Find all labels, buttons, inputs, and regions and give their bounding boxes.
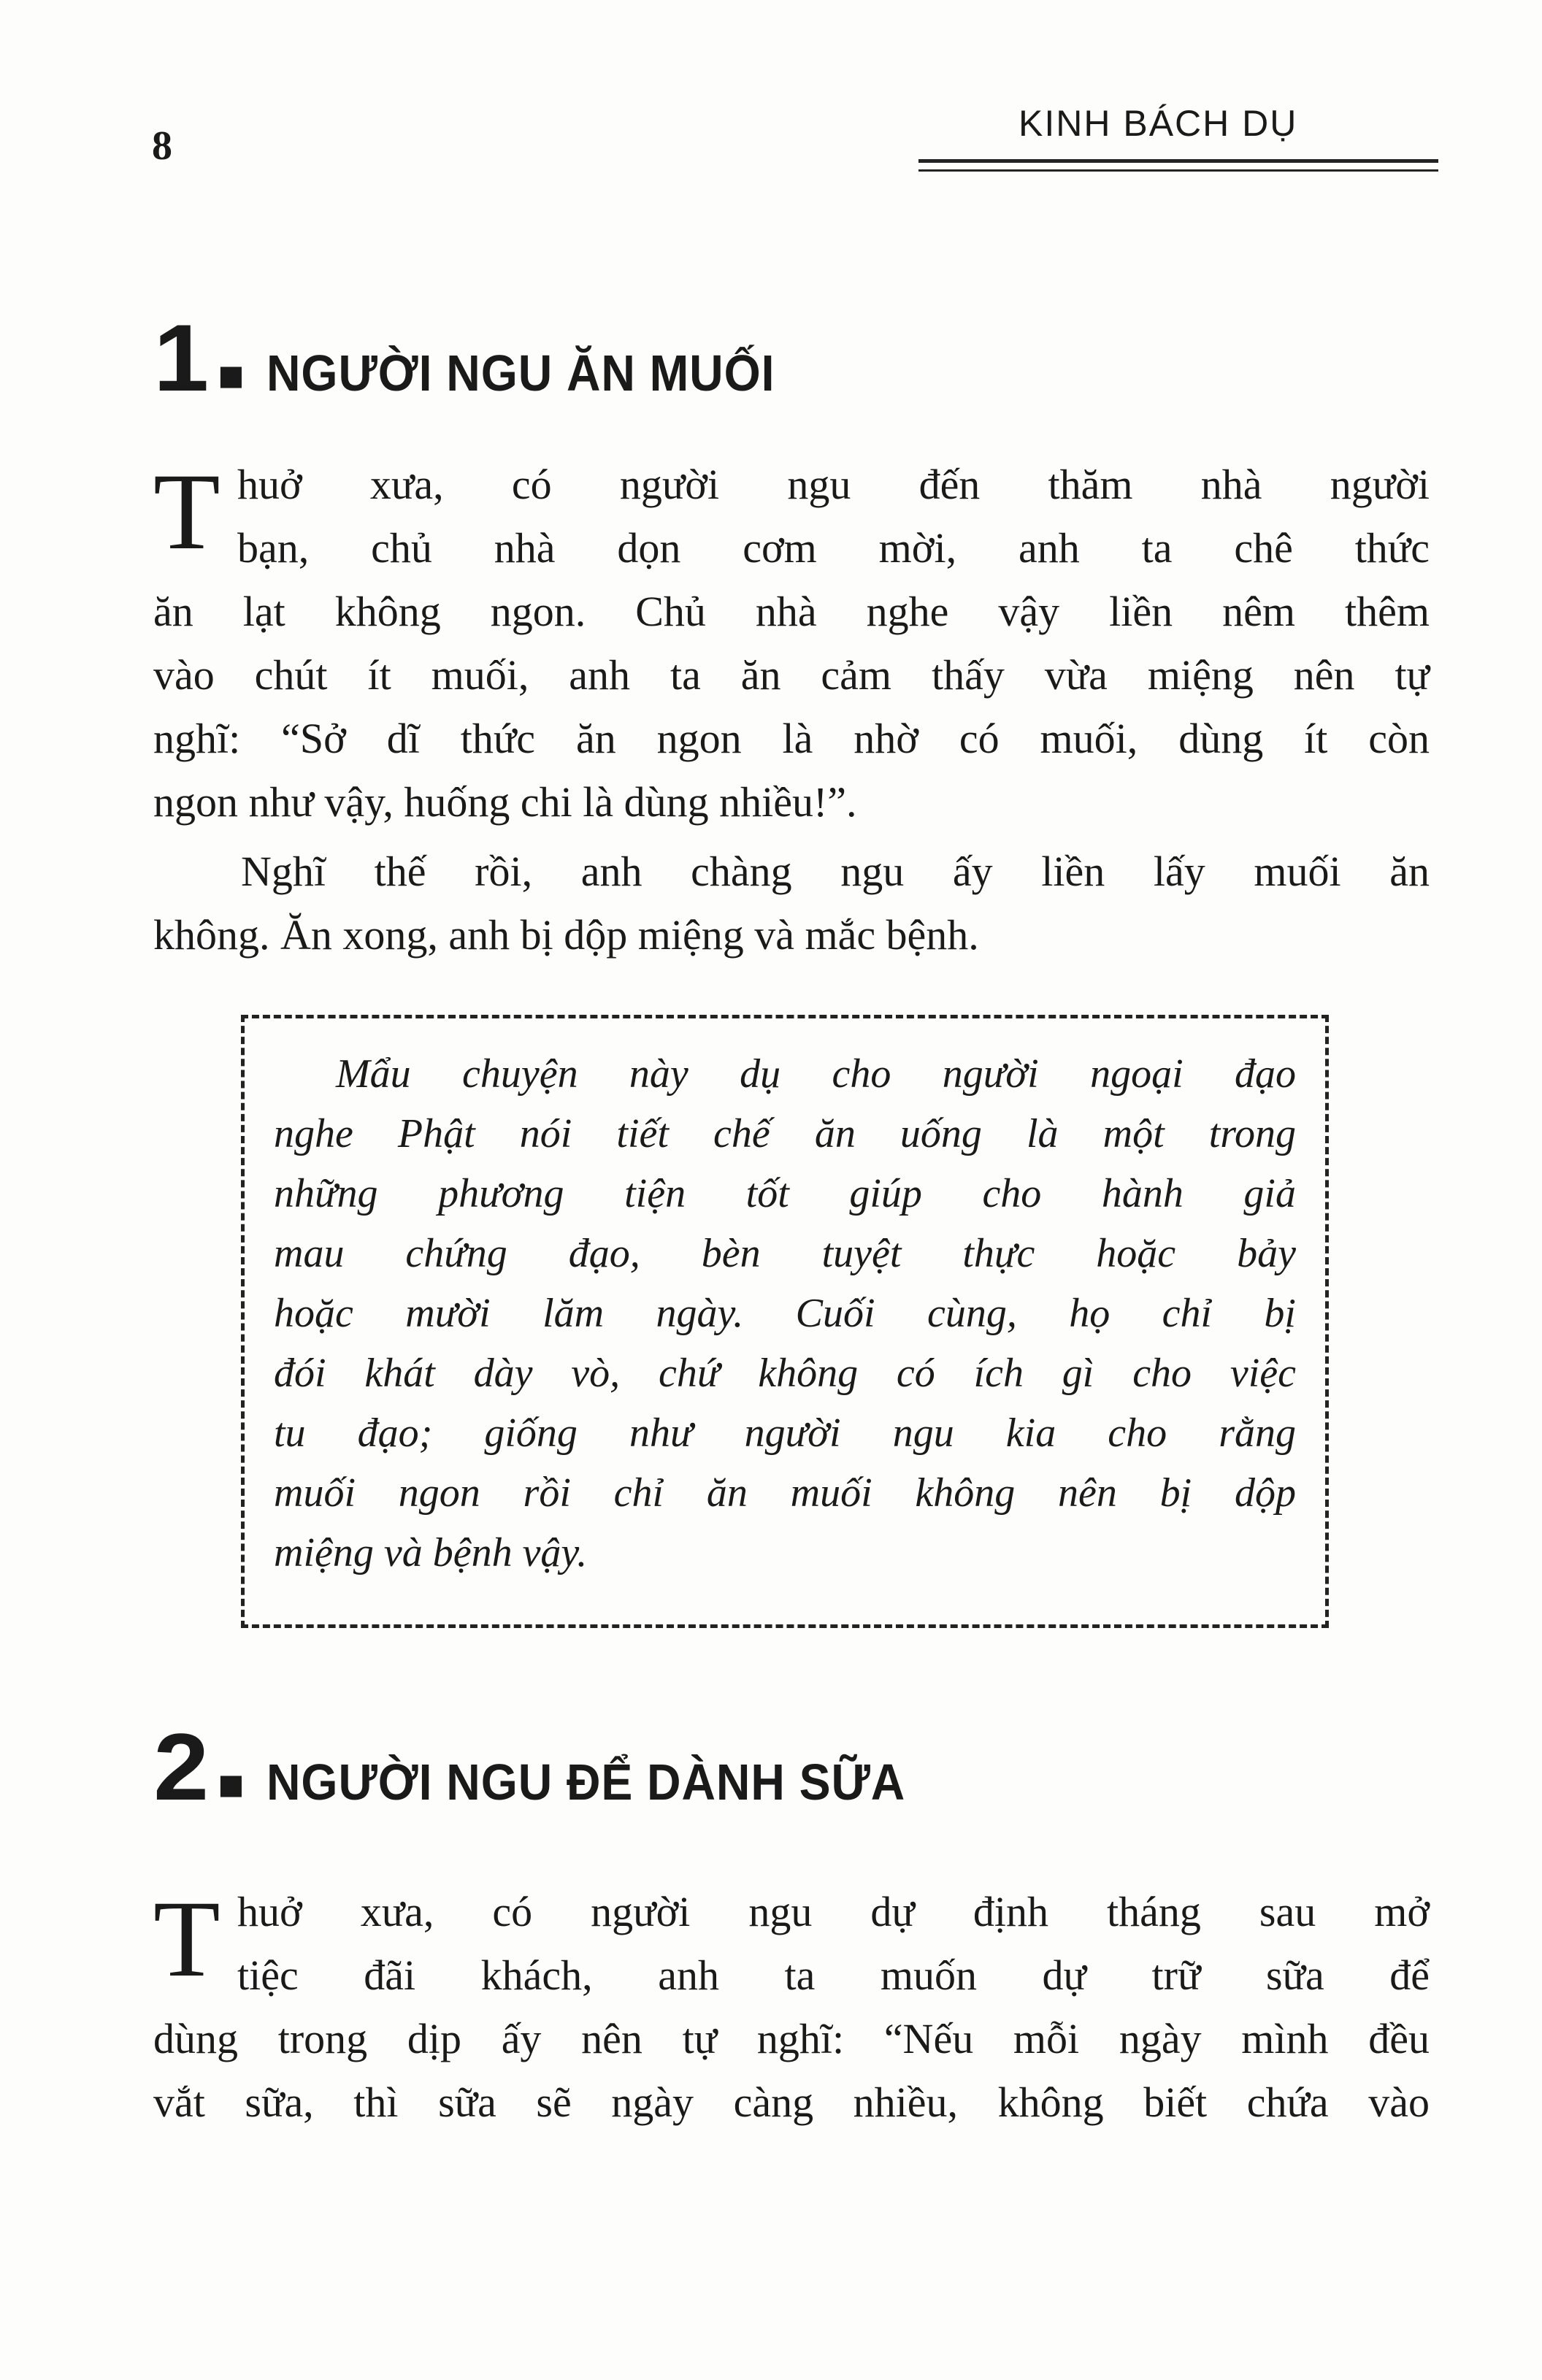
text-line: nghĩ: “Sở dĩ thức ăn ngon là nhờ có muối, dùng ít còn	[153, 715, 1430, 762]
text-line: vào chút ít muối, anh ta ăn cảm thấy vừa miệng nên tự	[153, 651, 1430, 699]
heading-dot: ■	[218, 351, 245, 400]
text-line: không. Ăn xong, anh bị dộp miệng và mắc bệnh.	[153, 911, 979, 959]
section-number: 2	[153, 1713, 210, 1820]
header-rule	[918, 169, 1438, 172]
page-number: 8	[152, 123, 172, 169]
text-line: mau chứng đạo, bèn tuyệt thực hoặc bảy	[274, 1231, 1296, 1276]
text-line: những phương tiện tốt giúp cho hành giả	[274, 1171, 1296, 1216]
text-line: bạn, chủ nhà dọn cơm mời, anh ta chê thức	[237, 524, 1430, 572]
section-heading	[155, 303, 819, 412]
header-rule	[918, 159, 1438, 163]
heading-dot: ■	[218, 1760, 245, 1809]
paragraph	[153, 453, 1430, 967]
section-title: NGƯỜI NGU ĐỂ DÀNH SỮA	[266, 1754, 905, 1811]
section-number: 1	[153, 304, 210, 411]
text-line: vắt sữa, thì sữa sẽ ngày càng nhiều, không biết chứa vào	[153, 2078, 1430, 2126]
running-header: KINH BÁCH DỤ	[1019, 103, 1298, 144]
commentary-text	[274, 1044, 1296, 1583]
text-line: Mẩu chuyện này dụ cho người ngoại đạo	[336, 1051, 1296, 1097]
section-heading	[155, 1712, 961, 1822]
text-line: tu đạo; giống như người ngu kia cho rằng	[274, 1410, 1296, 1456]
text-line: muối ngon rồi chỉ ăn muối không nên bị dộp	[274, 1470, 1296, 1516]
text-line: ngon như vậy, huống chi là dùng nhiều!”.	[153, 778, 857, 826]
text-line: huở xưa, có người ngu đến thăm nhà người	[237, 461, 1430, 508]
text-line: hoặc mười lăm ngày. Cuối cùng, họ chỉ bị	[274, 1291, 1296, 1336]
section-title: NGƯỜI NGU ĂN MUỐI	[266, 345, 775, 402]
text-line: miệng và bệnh vậy.	[274, 1530, 588, 1575]
text-line: nghe Phật nói tiết chế ăn uống là một trong	[274, 1111, 1296, 1156]
text-line: dùng trong dịp ấy nên tự nghĩ: “Nếu mỗi ngày mình đều	[153, 2015, 1430, 2062]
text-line: ăn lạt không ngon. Chủ nhà nghe vậy liền nêm thêm	[153, 588, 1430, 635]
paragraph	[153, 1880, 1430, 2134]
text-line: huở xưa, có người ngu dự định tháng sau mở	[237, 1888, 1430, 1935]
text-line: tiệc đãi khách, anh ta muốn dự trữ sữa để	[237, 1951, 1430, 1999]
drop-cap: T	[153, 1878, 220, 2000]
text-line: đói khát dày vò, chứ không có ích gì cho việc	[274, 1351, 1296, 1396]
text-line: Nghĩ thế rồi, anh chàng ngu ấy liền lấy muối ăn	[241, 848, 1430, 895]
drop-cap: T	[153, 451, 220, 572]
